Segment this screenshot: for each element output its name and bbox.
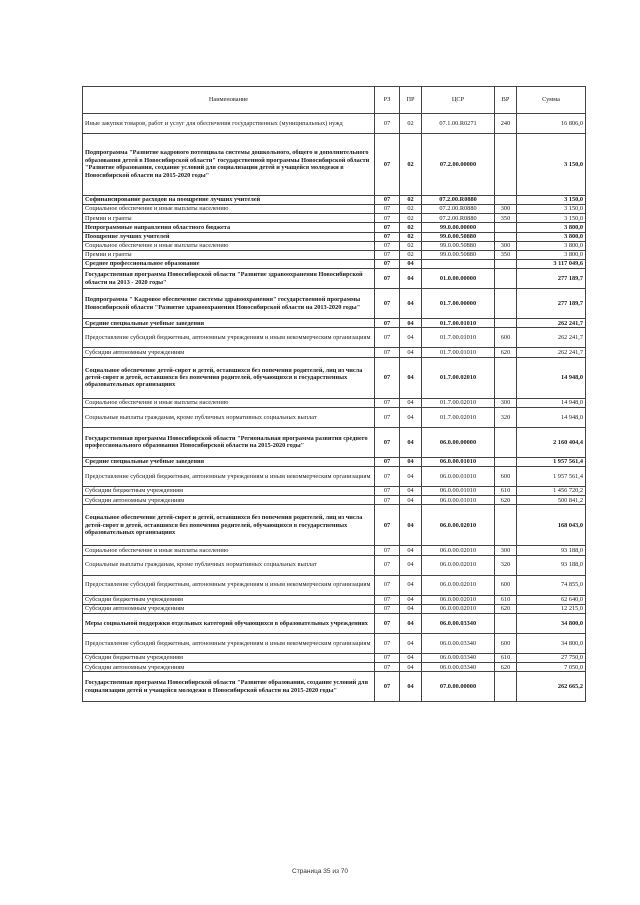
cell-rz: 07 [375,613,400,633]
cell-csr: 06.0.00.02010 [422,575,495,595]
cell-pr: 04 [400,604,422,613]
cell-vr: 600 [495,575,517,595]
cell-pr: 02 [400,133,422,195]
cell-csr: 06.0.00.01010 [422,487,495,496]
header-name: Наименование [83,87,375,114]
cell-sum: 3 150,0 [517,133,586,195]
cell-name: Иные закупки товаров, работ и услуг для обеспечения государственных (муниципальных) нужд [83,113,375,133]
cell-csr: 06.0.00.03340 [422,613,495,633]
cell-vr: 620 [495,348,517,357]
cell-sum: 34 800,0 [517,613,586,633]
cell-rz: 07 [375,427,400,457]
cell-sum: 27 750,0 [517,653,586,662]
cell-rz: 07 [375,319,400,328]
cell-sum: 34 800,0 [517,633,586,653]
header-rz: РЗ [375,87,400,114]
table-row [83,505,586,546]
cell-csr: 99.0.00.00000 [422,223,495,232]
table-body [83,113,586,702]
table-row [83,595,586,604]
cell-rz: 07 [375,250,400,259]
cell-sum: 1 957 561,4 [517,457,586,466]
cell-rz: 07 [375,113,400,133]
cell-vr: 620 [495,496,517,505]
cell-rz: 07 [375,457,400,466]
cell-rz: 07 [375,672,400,702]
cell-vr [495,260,517,269]
cell-vr: 600 [495,328,517,348]
cell-vr: 320 [495,407,517,427]
cell-name: Поощрение лучших учителей [83,232,375,241]
cell-pr: 04 [400,289,422,319]
cell-rz: 07 [375,663,400,672]
cell-sum: 14 948,0 [517,357,586,398]
cell-csr: 99.0.00.50880 [422,241,495,250]
cell-name: Субсидии автономным учреждениям [83,348,375,357]
cell-sum: 93 188,0 [517,555,586,575]
cell-name: Социальное обеспечение и иные выплаты населению [83,398,375,407]
cell-sum: 262 241,7 [517,348,586,357]
cell-pr: 04 [400,357,422,398]
cell-vr: 600 [495,467,517,487]
cell-csr: 01.0.00.00000 [422,269,495,289]
cell-rz: 07 [375,487,400,496]
cell-pr: 04 [400,398,422,407]
cell-csr: 01.7.00.02010 [422,407,495,427]
cell-sum: 3 800,0 [517,232,586,241]
header-row [83,87,586,114]
cell-name: Средние специальные учебные заведения [83,319,375,328]
cell-csr: 06.0.00.01010 [422,467,495,487]
cell-sum: 93 188,0 [517,546,586,555]
cell-csr: 01.7.00.01010 [422,328,495,348]
table-row [83,260,586,269]
cell-name: Предоставление субсидий бюджетным, автономным учреждениям и иным некоммерческим организациям [83,575,375,595]
cell-sum: 3 117 049,6 [517,260,586,269]
cell-csr: 06.0.00.02010 [422,595,495,604]
cell-vr: 320 [495,555,517,575]
cell-rz: 07 [375,595,400,604]
header-sum: Сумма [517,87,586,114]
cell-csr: 06.0.00.02010 [422,546,495,555]
cell-rz: 07 [375,328,400,348]
cell-vr: 620 [495,604,517,613]
table-row [83,357,586,398]
cell-csr: 06.0.00.03340 [422,633,495,653]
cell-name: Премии и гранты [83,214,375,223]
cell-csr: 07.2.00.R0880 [422,214,495,223]
cell-vr: 620 [495,663,517,672]
cell-pr: 04 [400,672,422,702]
cell-csr: 01.7.00.01010 [422,319,495,328]
cell-pr: 04 [400,260,422,269]
cell-sum: 277 189,7 [517,269,586,289]
cell-sum: 500 841,2 [517,496,586,505]
cell-vr: 240 [495,113,517,133]
cell-pr: 02 [400,214,422,223]
cell-csr: 06.0.00.01010 [422,496,495,505]
cell-name: Субсидии автономным учреждениям [83,663,375,672]
table-row [83,546,586,555]
cell-vr: 300 [495,204,517,213]
cell-pr: 04 [400,555,422,575]
cell-sum: 62 640,0 [517,595,586,604]
cell-name: Предоставление субсидий бюджетным, автономным учреждениям и иным некоммерческим организациям [83,328,375,348]
table-row [83,195,586,204]
table-row [83,250,586,259]
cell-name: Субсидии бюджетным учреждениям [83,653,375,662]
cell-name: Социальное обеспечение и иные выплаты населению [83,241,375,250]
cell-rz: 07 [375,604,400,613]
cell-rz: 07 [375,467,400,487]
cell-pr: 02 [400,232,422,241]
cell-sum: 262 241,7 [517,328,586,348]
table-row [83,555,586,575]
header-pr: ПР [400,87,422,114]
cell-csr: 06.0.00.00000 [422,427,495,457]
cell-pr: 04 [400,457,422,466]
cell-pr: 02 [400,195,422,204]
cell-csr: 07.2.00.R0880 [422,195,495,204]
cell-vr [495,505,517,546]
cell-rz: 07 [375,223,400,232]
cell-vr [495,289,517,319]
cell-name: Социальные выплаты гражданам, кроме публичных нормативных социальных выплат [83,555,375,575]
cell-pr: 04 [400,663,422,672]
cell-vr: 300 [495,546,517,555]
cell-rz: 07 [375,398,400,407]
cell-csr: 99.0.00.50880 [422,250,495,259]
cell-pr: 04 [400,487,422,496]
cell-vr [495,223,517,232]
cell-name: Субсидии бюджетным учреждениям [83,487,375,496]
cell-name: Премии и гранты [83,250,375,259]
cell-rz: 07 [375,269,400,289]
table-row [83,204,586,213]
cell-sum: 168 043,0 [517,505,586,546]
cell-name: Меры социальной поддержки отдельных категорий обучающихся в образовательных учреждениях [83,613,375,633]
cell-sum: 3 800,0 [517,250,586,259]
cell-csr: 01.7.00.01010 [422,348,495,357]
table-row [83,269,586,289]
cell-vr: 350 [495,214,517,223]
cell-rz: 07 [375,204,400,213]
cell-pr: 04 [400,328,422,348]
table-row [83,604,586,613]
cell-csr: 06.0.00.03340 [422,653,495,662]
cell-csr: 06.0.00.02010 [422,505,495,546]
page-number: Страница 35 из 70 [292,868,348,875]
cell-name: Подпрограмма "Развитие кадрового потенциала системы дошкольного, общего и дополнительного образования детей в Новосибирской области" государственной программы Новосибирской области "Развитие образования, создание условий для социализации детей и учащейся молодежи в Новосибирской области на 2015-2020 годы" [83,133,375,195]
cell-vr [495,613,517,633]
cell-vr [495,672,517,702]
header-csr: ЦСР [422,87,495,114]
table-row [83,113,586,133]
cell-sum: 277 189,7 [517,289,586,319]
cell-sum: 7 050,0 [517,663,586,672]
cell-pr: 04 [400,633,422,653]
cell-csr: 01.7.00.02010 [422,357,495,398]
table-row [83,427,586,457]
cell-sum: 12 215,0 [517,604,586,613]
cell-vr [495,457,517,466]
cell-vr: 610 [495,653,517,662]
cell-name: Субсидии автономным учреждениям [83,604,375,613]
cell-csr: 99.0.00.50880 [422,232,495,241]
cell-sum: 1 957 561,4 [517,467,586,487]
table-row [83,328,586,348]
cell-csr: 07.2.00.R0880 [422,204,495,213]
cell-csr [422,260,495,269]
table-row [83,457,586,466]
cell-name: Социальное обеспечение детей-сирот и детей, оставшихся без попечения родителей, лиц из числа детей-сирот и детей, оставшихся без попечения родителей, обучающихся в государственных образовательных организациях [83,357,375,398]
table-row [83,633,586,653]
table-row [83,232,586,241]
cell-sum: 16 806,0 [517,113,586,133]
cell-rz: 07 [375,195,400,204]
cell-vr: 300 [495,241,517,250]
table-row [83,663,586,672]
cell-name: Субсидии бюджетным учреждениям [83,595,375,604]
cell-rz: 07 [375,241,400,250]
cell-sum: 3 150,0 [517,195,586,204]
cell-rz: 07 [375,505,400,546]
cell-pr: 04 [400,348,422,357]
cell-csr: 06.0.00.02010 [422,604,495,613]
table-row [83,575,586,595]
cell-vr: 600 [495,633,517,653]
cell-pr: 04 [400,653,422,662]
cell-pr: 04 [400,427,422,457]
cell-rz: 07 [375,653,400,662]
cell-rz: 07 [375,496,400,505]
table-row [83,319,586,328]
cell-pr: 02 [400,241,422,250]
cell-vr [495,357,517,398]
cell-vr [495,269,517,289]
cell-sum: 14 948,0 [517,398,586,407]
table-row [83,289,586,319]
cell-csr: 01.7.00.00000 [422,289,495,319]
table-row [83,214,586,223]
cell-rz: 07 [375,633,400,653]
cell-rz: 07 [375,214,400,223]
cell-rz: 07 [375,555,400,575]
table-row [83,241,586,250]
cell-pr: 02 [400,223,422,232]
cell-name: Субсидии автономным учреждениям [83,496,375,505]
cell-pr: 04 [400,407,422,427]
cell-pr: 04 [400,467,422,487]
table-row [83,672,586,702]
cell-pr: 04 [400,613,422,633]
table-row [83,613,586,633]
cell-pr: 04 [400,319,422,328]
cell-csr: 06.0.00.02010 [422,555,495,575]
table-row [83,407,586,427]
table-row [83,467,586,487]
cell-vr: 610 [495,595,517,604]
cell-name: Среднее профессиональное образование [83,260,375,269]
cell-vr [495,232,517,241]
cell-name: Государственная программа Новосибирской области "Развитие здравоохранения Новосибирской области на 2013 - 2020 годы" [83,269,375,289]
cell-name: Социальное обеспечение и иные выплаты населению [83,546,375,555]
cell-rz: 07 [375,348,400,357]
cell-vr: 350 [495,250,517,259]
cell-name: Предоставление субсидий бюджетным, автономным учреждениям и иным некоммерческим организациям [83,633,375,653]
cell-rz: 07 [375,357,400,398]
cell-name: Подпрограмма " Кадровое обеспечение системы здравоохранения" государственной программы Новосибирской области "Развитие здравоохранения Новосибирской области на 2013-2020 годы" [83,289,375,319]
table-row [83,133,586,195]
cell-vr [495,319,517,328]
cell-sum: 262 665,2 [517,672,586,702]
cell-pr: 02 [400,204,422,213]
cell-vr: 610 [495,487,517,496]
cell-pr: 04 [400,546,422,555]
cell-vr [495,427,517,457]
cell-csr: 07.2.00.00000 [422,133,495,195]
cell-pr: 02 [400,250,422,259]
cell-rz: 07 [375,232,400,241]
cell-name: Государственная программа Новосибирской области "Региональная программа развития среднего профессионального образования Новосибирской области на 2015-2020 годы" [83,427,375,457]
cell-rz: 07 [375,289,400,319]
budget-table [82,86,586,702]
cell-vr [495,133,517,195]
table-row [83,398,586,407]
table-row [83,487,586,496]
cell-pr: 04 [400,595,422,604]
table-row [83,653,586,662]
cell-name: Непрограммные направления областного бюджета [83,223,375,232]
cell-pr: 02 [400,113,422,133]
cell-name: Социальные выплаты гражданам, кроме публичных нормативных социальных выплат [83,407,375,427]
cell-csr: 06.0.00.01010 [422,457,495,466]
cell-sum: 3 800,0 [517,241,586,250]
cell-vr: 300 [495,398,517,407]
cell-sum: 2 160 404,4 [517,427,586,457]
cell-pr: 04 [400,496,422,505]
cell-sum: 3 150,0 [517,214,586,223]
cell-name: Государственная программа Новосибирской области "Развитие образования, создание условий для социализации детей и учащейся молодежи в Новосибирской области на 2015-2020 годы" [83,672,375,702]
cell-name: Предоставление субсидий бюджетным, автономным учреждениям и иным некоммерческим организациям [83,467,375,487]
cell-sum: 262 241,7 [517,319,586,328]
cell-sum: 1 456 720,2 [517,487,586,496]
cell-rz: 07 [375,546,400,555]
cell-rz: 07 [375,407,400,427]
cell-pr: 04 [400,269,422,289]
cell-rz: 07 [375,260,400,269]
cell-sum: 3 150,0 [517,204,586,213]
cell-name: Социальное обеспечение детей-сирот и детей, оставшихся без попечения родителей, лиц из числа детей-сирот и детей, оставшихся без попечения родителей, обучающихся в государственных образовательных организациях [83,505,375,546]
table-row [83,496,586,505]
cell-pr: 04 [400,575,422,595]
cell-csr: 07.1.00.R0271 [422,113,495,133]
cell-name: Социальное обеспечение и иные выплаты населению [83,204,375,213]
cell-name: Софинансирование расходов на поощрение лучших учителей [83,195,375,204]
cell-name: Средние специальные учебные заведения [83,457,375,466]
cell-pr: 04 [400,505,422,546]
cell-vr [495,195,517,204]
cell-csr: 06.0.00.03340 [422,663,495,672]
cell-sum: 14 948,0 [517,407,586,427]
cell-rz: 07 [375,133,400,195]
cell-rz: 07 [375,575,400,595]
cell-csr: 01.7.00.02010 [422,398,495,407]
table-row [83,348,586,357]
table-row [83,223,586,232]
cell-csr: 07.0.00.00000 [422,672,495,702]
header-vr: ВР [495,87,517,114]
cell-sum: 3 800,0 [517,223,586,232]
cell-sum: 74 855,0 [517,575,586,595]
